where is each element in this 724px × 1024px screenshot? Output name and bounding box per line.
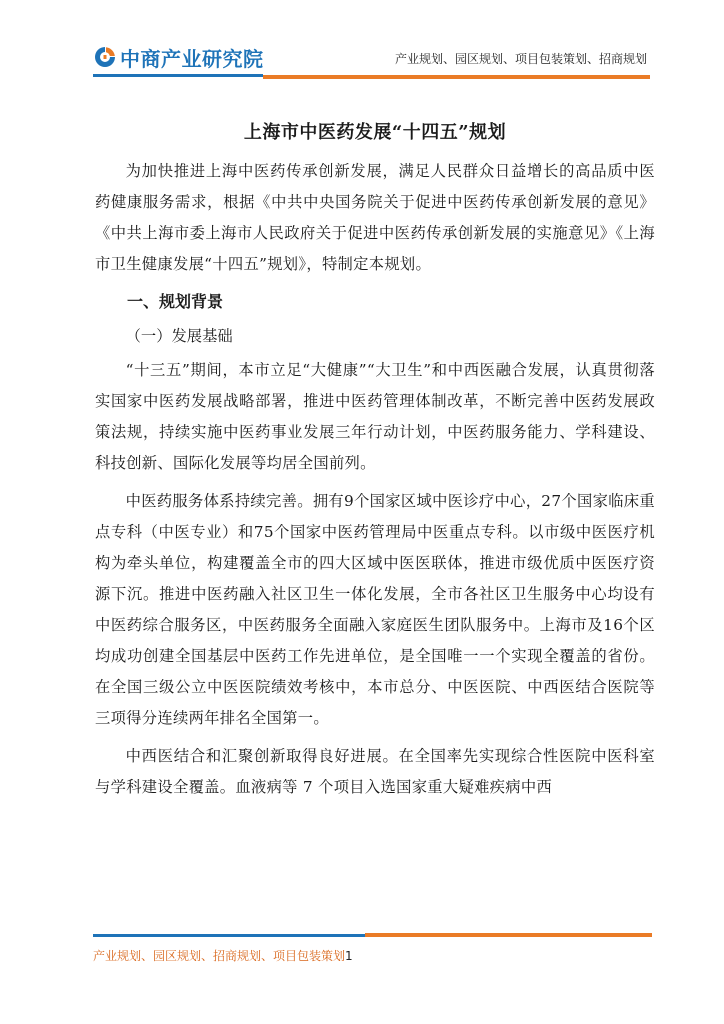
footer-rule-blue [93,934,365,937]
header-rule-orange [263,75,650,79]
logo-icon [93,45,117,69]
subsection-heading: （一）发展基础 [125,327,233,345]
page-footer [93,947,353,964]
intro-paragraph: 为加快推进上海中医药传承创新发展，满足人民群众日益增长的高品质中医药健康服务需求，根据《中共中央国务院关于促进中医药传承创新发展的意见》《中共上海市委上海市人民政府关于促进中医药传承创新发展的实施意见》《上海市卫生健康发展“十四五”规划》，特制定本规划。 [95,162,655,273]
logo-text: 中商产业研究院 [120,46,264,71]
header-rule-blue [93,74,263,77]
paragraph-2: 中医药服务体系持续完善。拥有9个国家区域中医诊疗中心，27个国家临床重点专科（中医专业）和75个国家中医药管理局中医重点专科。以市级中医医疗机构为牵头单位，构建覆盖全市的四大区域中医医联体，推进市级优质中医医疗资源下沉。推进中医药融入社区卫生一体化发展，全市各社区卫生服务中心均设有中医药综合服务区，中医药服务全面融入家庭医生团队服务中。上海市及16个区均成功创建全国基层中医药工作先进单位，是全国唯一一个实现全覆盖的省份。在全国三级公立中医医院绩效考核中，本市总分、中医医院、中西医结合医院等三项得分连续两年排名全国第一。 [95,492,655,727]
footer-tagline: 产业规划、园区规划、招商规划、项目包装策划 [93,949,346,963]
footer-rule-orange [365,933,652,937]
paragraph-1: “十三五”期间，本市立足“大健康”“大卫生”和中西医融合发展，认真贯彻落实国家中医药发展战略部署，推进中医药管理体制改革，不断完善中医药发展政策法规，持续实施中医药事业发展三年行动计划，中医药服务能力、学科建设、科技创新、国际化发展等均居全国前列。 [95,361,655,472]
page-number: 1 [345,949,353,963]
section-heading: 一、规划背景 [127,292,224,311]
document-title: 上海市中医药发展“十四五”规划 [243,122,507,143]
document-body [95,118,655,803]
header-tagline: 产业规划、园区规划、项目包装策划、招商规划 [394,52,647,66]
brand-logo [93,44,264,70]
paragraph-3: 中西医结合和汇聚创新取得良好进展。在全国率先实现综合性医院中医科室与学科建设全覆盖。血液病等 7 个项目入选国家重大疑难疾病中西 [95,747,655,796]
page-header [0,0,724,90]
